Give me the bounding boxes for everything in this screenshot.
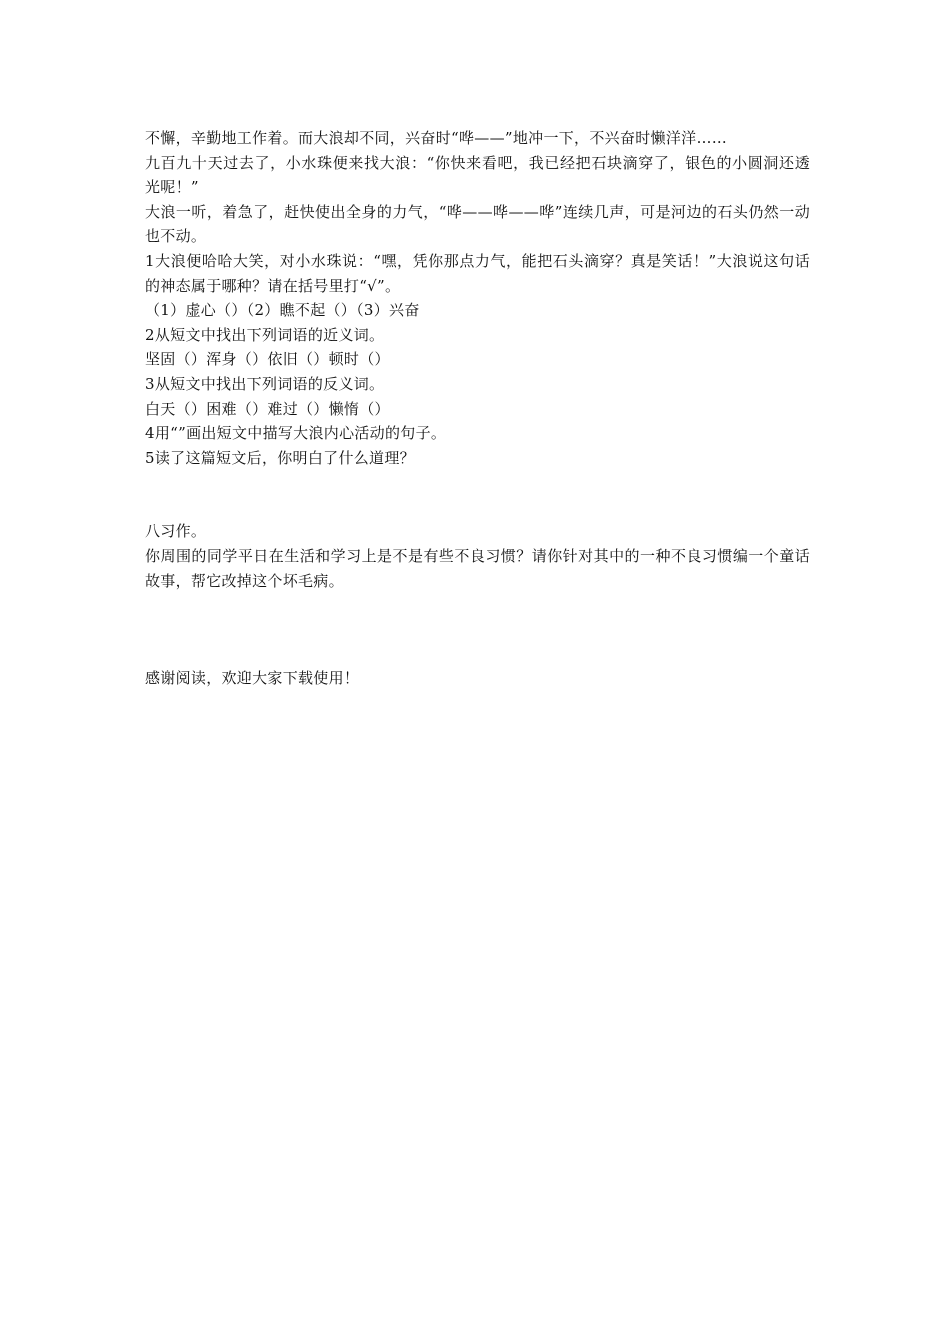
document-body xyxy=(145,126,810,691)
closing-note: 感谢阅读，欢迎大家下载使用！ xyxy=(145,669,360,688)
question-1: 1大浪便哈哈大笑，对小水珠说：“嘿，凭你那点力气，能把石头滴穿？真是笑话！”大浪说这句话的神态属于哪种？请在括号里打“√”。 xyxy=(145,251,810,295)
passage-line-2: 九百九十天过去了，小水珠便来找大浪：“你快来看吧，我已经把石块滴穿了，银色的小圆洞还透光呢！” xyxy=(145,153,810,197)
section-8-heading: 八习作。 xyxy=(145,522,207,541)
question-4: 4用“”画出短文中描写大浪内心活动的句子。 xyxy=(145,424,447,443)
spacer xyxy=(145,593,810,666)
question-5: 5读了这篇短文后，你明白了什么道理？ xyxy=(145,448,415,467)
question-2: 2从短文中找出下列词语的近义词。 xyxy=(145,325,385,344)
question-3-words: 白天（）困难（）难过（）懒惰（） xyxy=(145,399,390,418)
spacer xyxy=(145,470,810,519)
question-3: 3从短文中找出下列词语的反义词。 xyxy=(145,374,385,393)
question-1-options: （1）虚心（）（2）瞧不起（）（3）兴奋 xyxy=(145,301,420,320)
question-2-words: 坚固（）浑身（）依旧（）顿时（） xyxy=(145,350,390,369)
section-8-prompt: 你周围的同学平日在生活和学习上是不是有些不良习惯？请你针对其中的一种不良习惯编一个童话故事，帮它改掉这个坏毛病。 xyxy=(145,546,810,590)
passage-line-1: 不懈，辛勤地工作着。而大浪却不同，兴奋时“哗——”地冲一下，不兴奋时懒洋洋…… xyxy=(145,129,728,147)
passage-line-3: 大浪一听，着急了，赶快使出全身的力气，“哗——哗——哗”连续几声，可是河边的石头仍然一动也不动。 xyxy=(145,202,810,246)
